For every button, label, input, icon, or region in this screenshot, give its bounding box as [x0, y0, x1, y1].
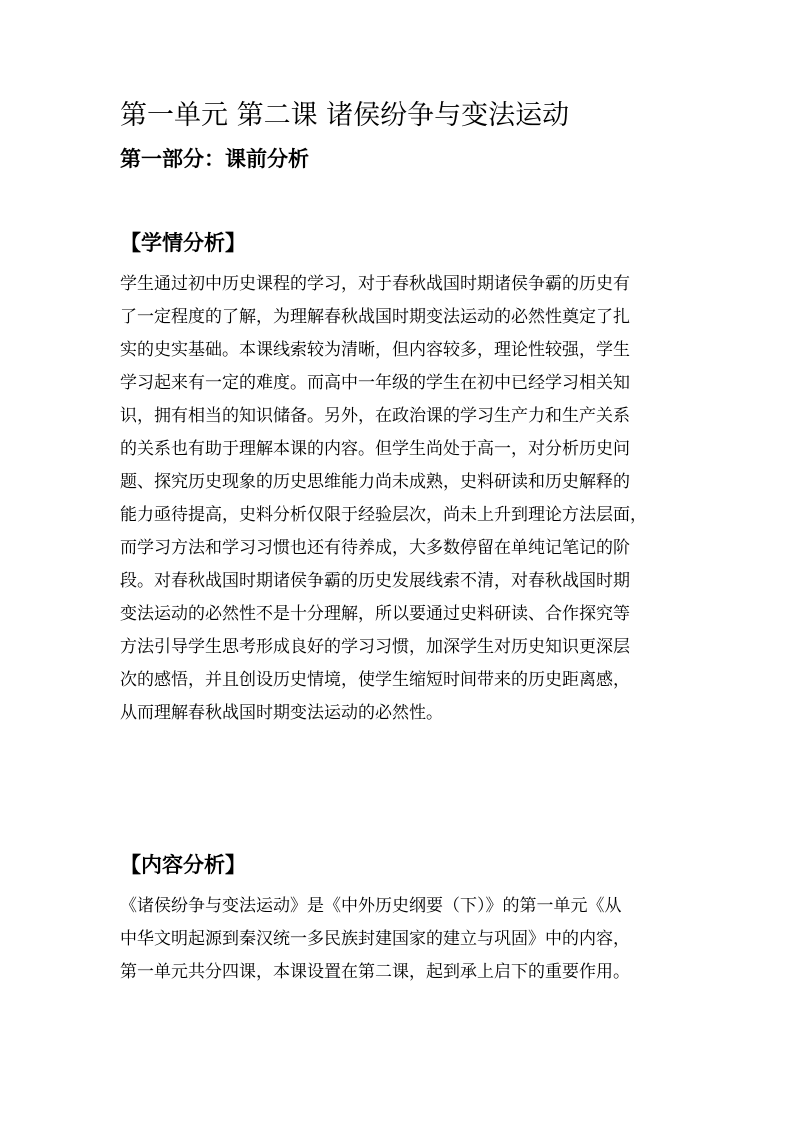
paragraph-line: 方法引导学生思考形成良好的学习习惯，加深学生对历史知识更深层: [120, 637, 630, 657]
student-analysis-paragraph: [120, 268, 673, 730]
paragraph-line: 段。对春秋战国时期诸侯争霸的历史发展线索不清，对春秋战国时期: [120, 571, 630, 591]
paragraph-line: 题、探究历史现象的历史思维能力尚未成熟，史料研读和历史解释的: [120, 472, 630, 492]
paragraph-line: 学生通过初中历史课程的学习，对于春秋战国时期诸侯争霸的历史有: [120, 274, 630, 294]
content-analysis-paragraph: [120, 890, 673, 989]
paragraph-line: 第一单元共分四课，本课设置在第二课，起到承上启下的重要作用。: [120, 962, 630, 982]
paragraph-line: 了一定程度的了解，为理解春秋战国时期变法运动的必然性奠定了扎: [120, 307, 630, 327]
paragraph-line: 识，拥有相当的知识储备。另外，在政治课的学习生产力和生产关系: [120, 406, 630, 426]
paragraph-line: 从而理解春秋战国时期变法运动的必然性。: [120, 703, 443, 723]
paragraph-line: 能力亟待提高，史料分析仅限于经验层次，尚未上升到理论方法层面，: [120, 505, 647, 525]
section-heading-content-analysis: 【内容分析】: [120, 853, 246, 877]
paragraph-line: 《诸侯纷争与变法运动》是《中外历史纲要（下）》的第一单元《从: [120, 896, 622, 916]
paragraph-line: 实的史实基础。本课线索较为清晰，但内容较多，理论性较强，学生: [120, 340, 630, 360]
paragraph-line: 中华文明起源到秦汉统一多民族封建国家的建立与巩固》中的内容，: [120, 929, 630, 949]
paragraph-line: 的关系也有助于理解本课的内容。但学生尚处于高一，对分析历史问: [120, 439, 630, 459]
paragraph-line: 变法运动的必然性不是十分理解，所以要通过史料研读、合作探究等: [120, 604, 630, 624]
paragraph-line: 次的感悟，并且创设历史情境，使学生缩短时间带来的历史距离感，: [120, 670, 630, 690]
paragraph-line: 学习起来有一定的难度。而高中一年级的学生在初中已经学习相关知: [120, 373, 630, 393]
page-title: 第一单元 第二课 诸侯纷争与变法运动: [120, 100, 570, 131]
paragraph-line: 而学习方法和学习习惯也还有待养成，大多数停留在单纯记笔记的阶: [120, 538, 630, 558]
section-heading-student-analysis: 【学情分析】: [120, 231, 246, 255]
part-heading: 第一部分：课前分析: [120, 147, 309, 171]
